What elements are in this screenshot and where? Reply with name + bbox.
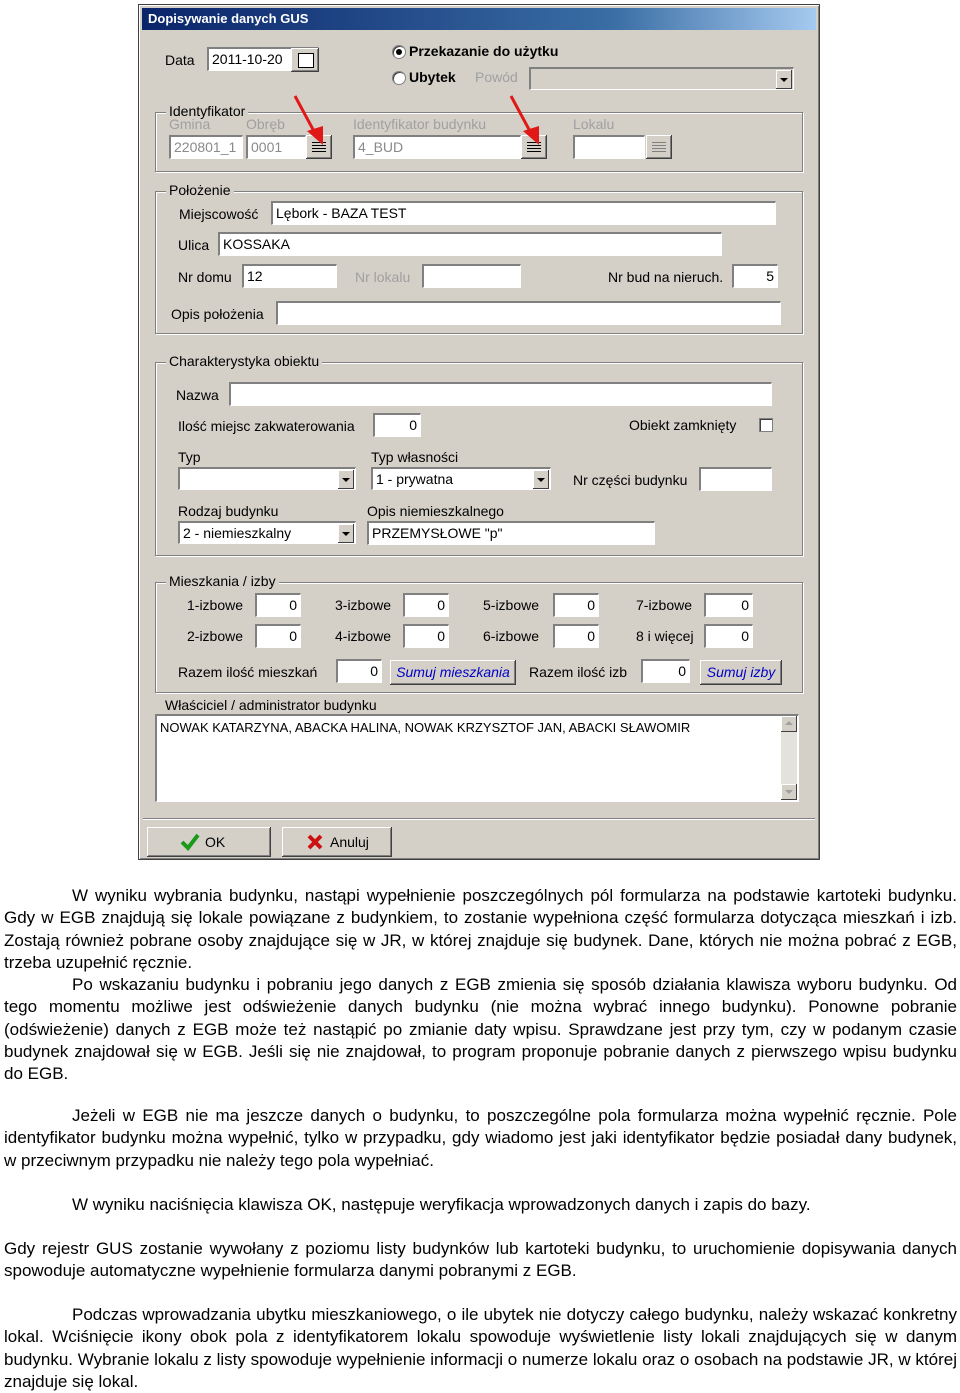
obreb-label: Obręb: [246, 116, 285, 132]
charakterystyka-title: Charakterystyka obiektu: [166, 353, 322, 369]
chevron-up-icon: [785, 721, 793, 725]
gus-dialog-window: [138, 4, 820, 860]
gmina-field[interactable]: 220801_1: [169, 135, 243, 159]
lokalu-label: Lokalu: [573, 116, 615, 132]
calendar-button[interactable]: [291, 48, 319, 72]
razem-izb-label: Razem ilość izb: [529, 664, 628, 680]
radio-przekazanie-label: Przekazanie do użytku: [409, 43, 559, 59]
nr-domu-label: Nr domu: [178, 269, 232, 285]
divider: [143, 818, 815, 820]
powod-label: Powód: [475, 69, 518, 85]
radio-ubytek[interactable]: [392, 71, 406, 85]
scrollbar[interactable]: [781, 716, 797, 800]
room-field[interactable]: 0: [255, 593, 301, 617]
room-field[interactable]: 0: [553, 593, 599, 617]
nazwa-label: Nazwa: [176, 387, 219, 403]
rodzaj-budynku-combo[interactable]: [178, 521, 356, 544]
budynek-id-field[interactable]: 4_BUD: [353, 135, 521, 159]
room-label: 4-izbowe: [335, 628, 392, 644]
room-field[interactable]: 0: [403, 624, 449, 648]
razem-izb-field[interactable]: 0: [641, 659, 690, 683]
ilosc-miejsc-label: Ilość miejsc zakwaterowania: [178, 418, 355, 434]
paragraph-2: Po wskazaniu budynku i pobraniu jego danych z EGB zmienia się sposób działania klawisza wyboru budynku. Od tego momentu możliwe jest odświeżenie danych budynku (nie można wybrać innego budynku). Ponowne pobranie (odświeżenie) danych z EGB może też nastąpić po zmianie daty wpisu. Sprawdzane jest przy tym, czy w podanym czasie budynek znajdował się w EGB. Jeśli się nie znajdował, to program proponuje pobranie danych z pierwszego wpisu budynku do EGB.: [4, 975, 957, 1084]
nr-lokalu-label: Nr lokalu: [355, 269, 411, 285]
obreb-field[interactable]: 0001: [246, 135, 306, 159]
budynek-label: Identyfikator budynku: [353, 116, 487, 132]
razem-mieszkan-label: Razem ilość mieszkań: [178, 664, 318, 680]
dialog-title: Dopisywanie danych GUS: [142, 8, 816, 30]
lokalu-pick-button[interactable]: [646, 135, 672, 159]
rodzaj-budynku-label: Rodzaj budynku: [178, 503, 279, 519]
wlasciciel-value: NOWAK KATARZYNA, ABACKA HALINA, NOWAK KRZYSZTOF JAN, ABACKI SŁAWOMIR: [160, 720, 691, 735]
radio-przekazanie[interactable]: [392, 45, 406, 59]
typ-wlasnosci-label: Typ własności: [371, 449, 459, 465]
sumuj-izby-button[interactable]: Sumuj izby: [700, 660, 782, 685]
wlasciciel-field[interactable]: [155, 714, 799, 802]
opis-niemieszkalnego-field[interactable]: PRZEMYSŁOWE "p": [367, 521, 655, 545]
chevron-down-icon[interactable]: [338, 470, 354, 489]
chevron-down-icon: [785, 790, 793, 794]
polozenie-title: Położenie: [166, 182, 234, 198]
opis-polozenia-field[interactable]: [276, 301, 781, 325]
typ-wlasnosci-combo[interactable]: [371, 467, 551, 490]
typ-wlasnosci-value: 1 - prywatna: [376, 471, 454, 487]
opis-niemieszkalnego-label: Opis niemieszkalnego: [367, 503, 504, 519]
ulica-label: Ulica: [178, 237, 210, 253]
room-label: 2-izbowe: [187, 628, 244, 644]
gmina-label: Gmina: [169, 116, 211, 132]
anuluj-button[interactable]: [282, 827, 392, 857]
room-label: 3-izbowe: [335, 597, 392, 613]
nr-czesci-field[interactable]: [699, 467, 772, 491]
red-arrow-icon: [291, 93, 331, 148]
chevron-down-icon[interactable]: [776, 70, 792, 89]
room-field[interactable]: 0: [553, 624, 599, 648]
nr-domu-field[interactable]: 12: [242, 264, 337, 288]
check-icon: [180, 833, 200, 851]
obiekt-zamkniety-label: Obiekt zamknięty: [629, 417, 737, 433]
typ-label: Typ: [178, 449, 201, 465]
paragraph-3: Jeżeli w EGB nie ma jeszcze danych o budynku, to poszczególne pola formularza można wypełnić ręcznie. Pole identyfikator budynku można wypełnić, tylko w przypadku, gdy wiadomo jest jaki identyfikator będzie posiadał dany budynek, w przeciwnym przypadku nie należy tego pola wypełniać.: [4, 1106, 957, 1170]
ilosc-miejsc-field[interactable]: 0: [373, 413, 421, 437]
miejscowosc-field[interactable]: Lębork - BAZA TEST: [271, 201, 776, 225]
room-label: 5-izbowe: [483, 597, 540, 613]
room-field[interactable]: 0: [704, 593, 753, 617]
powod-combo[interactable]: [529, 67, 794, 90]
chevron-down-icon[interactable]: [338, 524, 354, 543]
list-icon: [652, 142, 666, 152]
ok-button[interactable]: [147, 827, 271, 857]
data-field[interactable]: 2011-10-20: [207, 47, 319, 71]
paragraph-6: Podczas wprowadzania ubytku mieszkaniowego, o ile ubytek nie dotyczy całego budynku, należy wskazać konkretny lokal. Wciśnięcie ikony obok pola z identyfikatorem lokalu spowoduje wyświetlenie listy lokali znajdujących się w danym budynku. Wybranie lokalu z listy spowoduje wypełnienie informacji o numerze lokalu oraz o osobach na podstawie JR, w której znajduje się lokal.: [4, 1305, 957, 1391]
lokalu-field[interactable]: [573, 135, 645, 159]
ok-label: OK: [205, 834, 226, 850]
room-field[interactable]: 0: [255, 624, 301, 648]
rodzaj-budynku-value: 2 - niemieszkalny: [183, 525, 292, 541]
red-arrow-icon: [507, 93, 547, 148]
nazwa-field[interactable]: [229, 382, 772, 406]
anuluj-label: Anuluj: [330, 834, 369, 850]
paragraph-1: W wyniku wybrania budynku, nastąpi wypełnienie poszczególnych pól formularza na podstawie kartoteki budynku. Gdy w EGB znajdują się lokale powiązane z budynkiem, to zostanie wypełniona część formularza dotycząca mieszkań i izb. Zostają również pobrane osoby znajdujące się w JR, w której znajduje się budynek. Dane, których nie można pobrać z EGB, trzeba uzupełnić ręcznie.: [4, 886, 957, 972]
sumuj-mieszkania-button[interactable]: Sumuj mieszkania: [390, 660, 516, 685]
miejscowosc-label: Miejscowość: [179, 206, 259, 222]
room-field[interactable]: 0: [403, 593, 449, 617]
room-label: 6-izbowe: [483, 628, 540, 644]
room-label: 8 i więcej: [636, 628, 694, 644]
radio-ubytek-label: Ubytek: [409, 69, 456, 85]
data-label: Data: [165, 52, 195, 68]
opis-polozenia-label: Opis położenia: [171, 306, 264, 322]
close-icon: [307, 834, 323, 850]
typ-combo[interactable]: [178, 467, 356, 490]
paragraph-5: Gdy rejestr GUS zostanie wywołany z poziomu listy budynków lub kartoteki budynku, to uruchomienie dopisywania danych spowoduje automatyczne wypełnienie formularza danymi pobranymi z EGB.: [4, 1239, 957, 1281]
nr-lokalu-field[interactable]: [422, 264, 521, 288]
chevron-down-icon[interactable]: [533, 470, 549, 489]
room-label: 1-izbowe: [187, 597, 244, 613]
nr-czesci-label: Nr części budynku: [573, 472, 688, 488]
obiekt-zamkniety-checkbox[interactable]: [759, 418, 773, 432]
paragraph-4: W wyniku naciśnięcia klawisza OK, następuje weryfikacja wprowadzonych danych i zapis do bazy.: [72, 1195, 811, 1214]
wlasciciel-label: Właściciel / administrator budynku: [165, 697, 377, 713]
nr-bud-label: Nr bud na nieruch.: [608, 269, 724, 285]
room-field[interactable]: 0: [704, 624, 753, 648]
razem-mieszkan-field[interactable]: 0: [336, 659, 382, 683]
nr-bud-field[interactable]: 5: [732, 264, 778, 288]
room-label: 7-izbowe: [636, 597, 693, 613]
scroll-down-button[interactable]: [781, 784, 797, 800]
mieszkania-title: Mieszkania / izby: [166, 573, 279, 589]
ulica-field[interactable]: KOSSAKA: [218, 232, 722, 256]
scroll-up-button[interactable]: [781, 716, 797, 732]
identyfikator-title: Identyfikator: [166, 103, 248, 119]
calendar-icon: [298, 53, 314, 68]
